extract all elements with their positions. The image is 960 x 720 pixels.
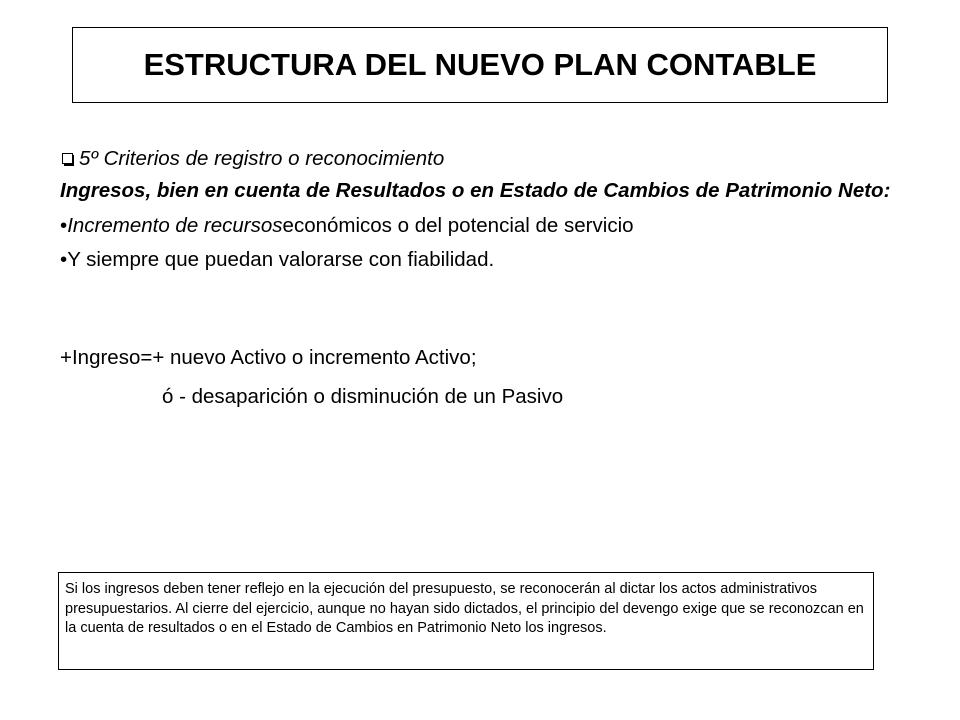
slide-title: ESTRUCTURA DEL NUEVO PLAN CONTABLE [143, 47, 817, 82]
bullet-italic-text: Incremento de recursos [67, 214, 283, 237]
equation-line-2: ó - desaparición o disminución de un Pasivo [162, 385, 564, 408]
section-heading [60, 143, 900, 175]
bullet-text: Y siempre que puedan valorarse con fiabilidad. [67, 248, 495, 271]
bold-statement: Ingresos, bien en cuenta de Resultados o en Estado de Cambios de Patrimonio Neto: [60, 179, 891, 202]
bullet-item [60, 210, 900, 242]
equation-line-1: +Ingreso=+ nuevo Activo o incremento Activo; [60, 346, 477, 369]
checkbox-icon [62, 153, 75, 166]
section-heading-text: 5º Criterios de registro o reconocimiento [79, 147, 445, 170]
bullet-text: económicos o del potencial de servicio [282, 214, 634, 237]
bullet-item [60, 244, 900, 276]
note-box [58, 572, 874, 670]
bullet-marker: • [60, 214, 68, 237]
note-text: Si los ingresos deben tener reflejo en la ejecución del presupuesto, se reconocerán al dictar los actos administrativos presupuestarios. Al cierre del ejercicio, aunque no hayan sido dictados, el principio del devengo exige que se reconozcan en la cuenta de resultados o en el Estado de Cambios en Patrimonio Neto los ingresos. [65, 581, 864, 636]
bullet-marker: • [60, 248, 68, 271]
content-body [60, 143, 900, 276]
title-box [72, 27, 888, 103]
